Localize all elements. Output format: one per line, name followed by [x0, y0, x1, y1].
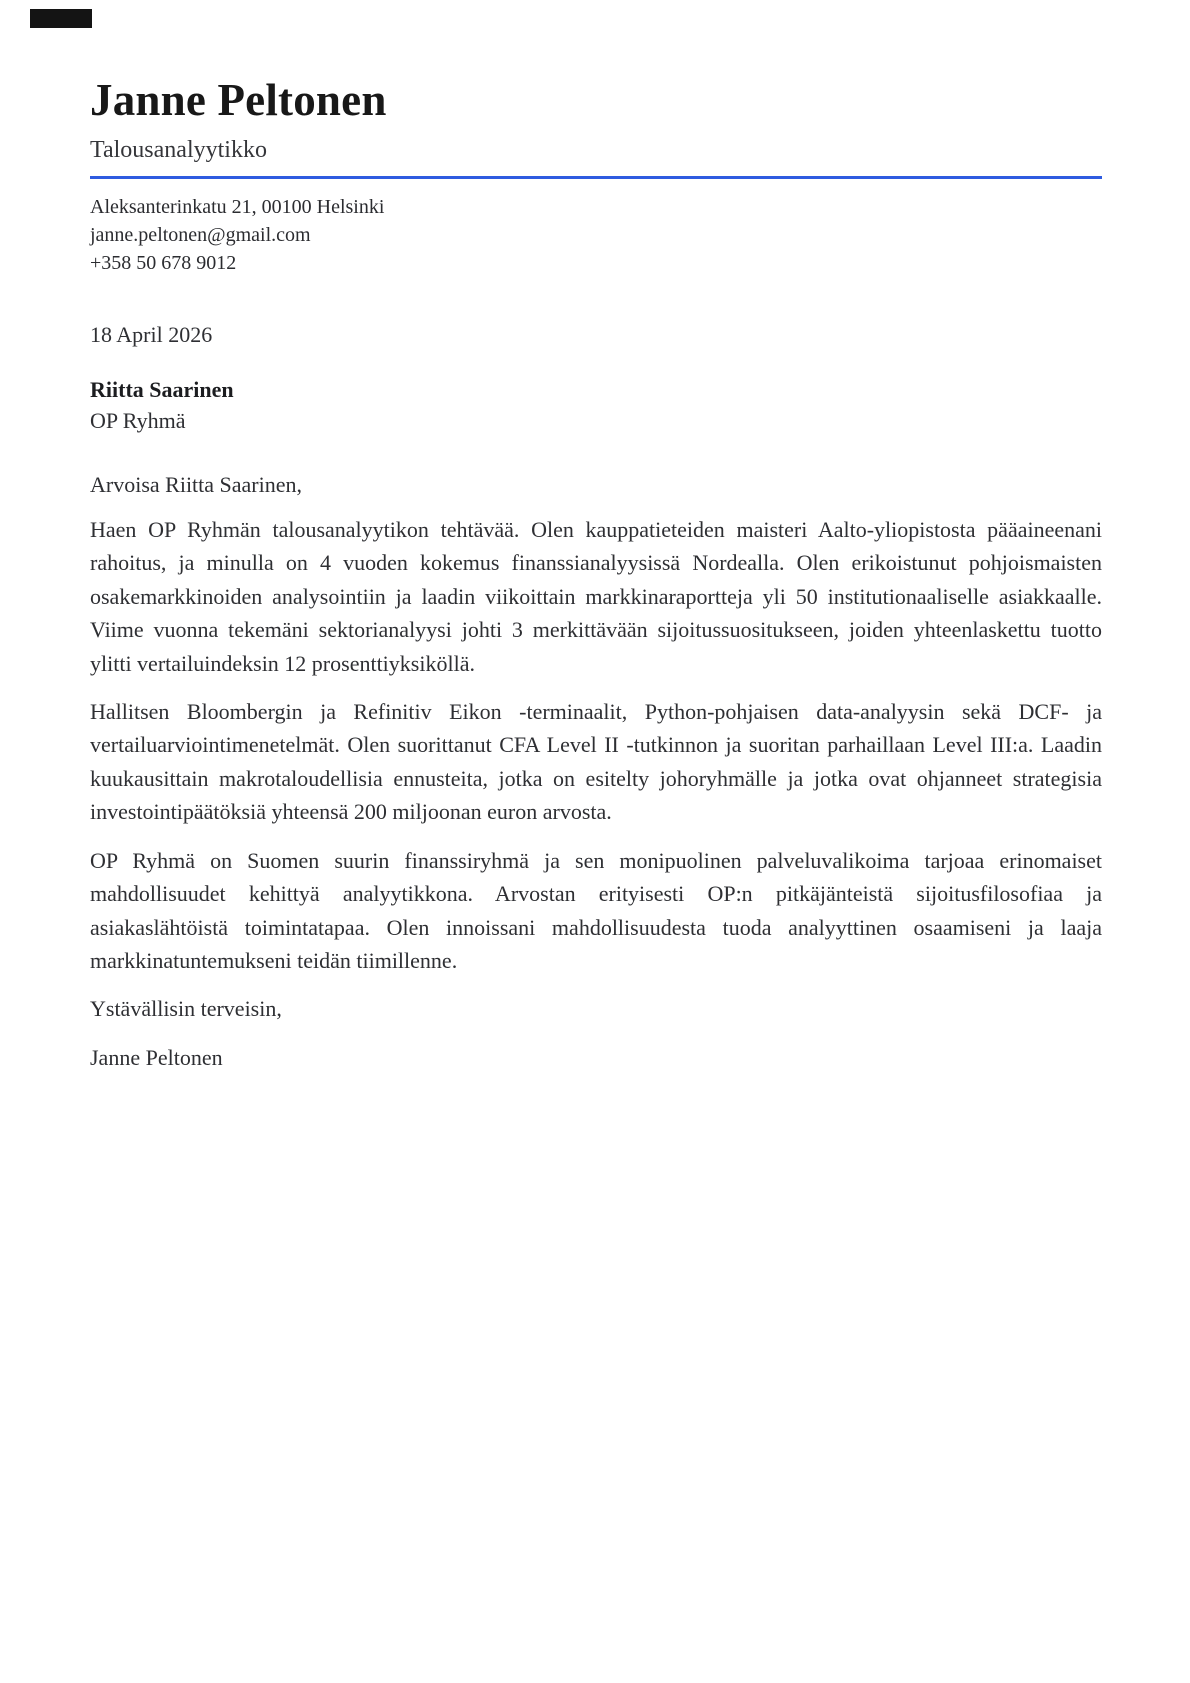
- recipient-name: Riitta Saarinen: [90, 377, 234, 403]
- body-paragraph: Hallitsen Bloombergin ja Refinitiv Eikon -terminaalit, Python-pohjaisen data-analyysin sekä DCF- ja vertailuarviointimenetelmät. Olen suorittanut CFA Level II -tutkinnon ja suoritan parhaillaan Level III:a. Laadin kuukausittain makrotaloudellisia ennusteita, jotka on esitelty johoryhmälle ja jotka ovat ohjanneet strategisia investointipäätöksiä yhteensä 200 miljoonan euron arvosta.: [90, 698, 1102, 825]
- accent-divider: [90, 176, 1102, 179]
- body-paragraph: OP Ryhmä on Suomen suurin finanssiryhmä ja sen monipuolinen palveluvalikoima tarjoaa erinomaiset mahdollisuudet kehittyä analyytikkona. Arvostan erityisesti OP:n pitkäjänteistä sijoitusfilosofiaa ja asiakaslähtöistä toimintatapaa. Olen innoissani mahdollisuudesta tuoda analyyttinen osaamiseni ja laaja markkinatuntemukseni teidän tiimillenne.: [90, 847, 1102, 974]
- top-left-mark: [30, 9, 92, 28]
- job-title: Talousanalyytikko: [90, 137, 267, 163]
- body-paragraph: Haen OP Ryhmän talousanalyytikon tehtävää. Olen kauppatieteiden maisteri Aalto-yliopistosta pääaineenani rahoitus, ja minulla on 4 vuoden kokemus finanssianalyysissä Nordealla. Olen erikoistunut pohjoismaisten osakemarkkinoiden analysointiin ja laadin viikoittain markkinaraportteja yli 50 institutionaaliselle asiakkaalle. Viime vuonna tekemäni sektorianalyysi johti 3 merkittävään sijoitussuositukseen, joiden yhteenlaskettu tuotto ylitti vertailuindeksin 12 prosenttiyksiköllä.: [90, 516, 1102, 676]
- contact-email: janne.peltonen@gmail.com: [90, 223, 311, 246]
- signature-name: Janne Peltonen: [90, 1044, 223, 1070]
- contact-phone: +358 50 678 9012: [90, 251, 237, 274]
- contact-address: Aleksanterinkatu 21, 00100 Helsinki: [90, 196, 385, 219]
- recipient-company: OP Ryhmä: [90, 407, 186, 433]
- letter-date: 18 April 2026: [90, 322, 213, 348]
- page-title: Janne Peltonen: [90, 75, 387, 125]
- recipient-block: [90, 375, 1102, 437]
- salutation: Arvoisa Riitta Saarinen,: [90, 471, 303, 497]
- closing-line: Ystävällisin terveisin,: [90, 996, 282, 1022]
- letter-body: [90, 513, 1102, 978]
- contact-block: [90, 194, 1102, 277]
